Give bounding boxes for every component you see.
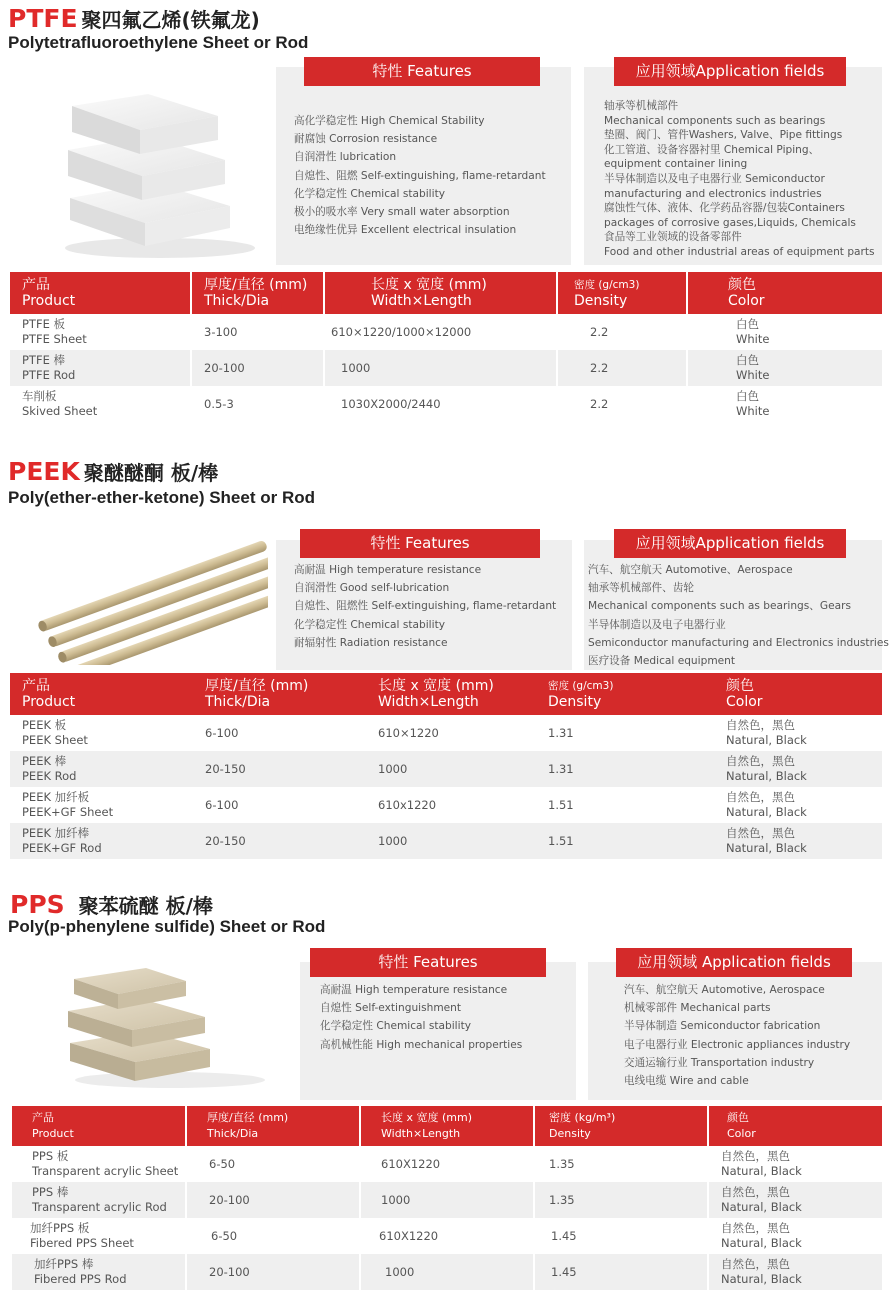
table-row: PEEK 加纤棒 PEEK+GF Rod 20-150 1000 1.51 自然色，黑色 Natural, Black	[10, 823, 882, 859]
pps-features-header: 特性 Features	[310, 948, 546, 977]
feature-item: 耐腐蚀 Corrosion resistance	[294, 133, 438, 146]
feature-item: 化学稳定性 Chemical stability	[320, 1020, 471, 1033]
peek-code: PEEK	[8, 457, 80, 486]
application-item: equipment container lining	[604, 158, 748, 171]
feature-item: 化学稳定性 Chemical stability	[294, 187, 445, 200]
feature-item: 自熄性、阻燃 Self-extinguishing, flame-retardant	[294, 169, 546, 182]
feature-item: 化学稳定性 Chemical stability	[294, 618, 445, 631]
feature-item: 自熄性 Self-extinguishment	[320, 1002, 462, 1015]
peek-features-list	[294, 561, 556, 652]
ptfe-applications-list	[604, 99, 875, 260]
ptfe-name-cn: 聚四氟乙烯(铁氟龙)	[81, 8, 260, 32]
column-header: 厚度/直径 (mm) Thick/Dia	[191, 673, 365, 715]
application-item: packages of corrosive gases,Liquids, Chemicals	[604, 216, 856, 229]
pps-spec-table	[12, 1106, 882, 1290]
column-header: 密度 (g/cm3) Density	[533, 673, 713, 715]
application-item: 电线电缆 Wire and cable	[624, 1074, 749, 1087]
ptfe-features-panel	[276, 62, 571, 265]
pps-name-cn: 聚苯硫醚 板/棒	[78, 894, 213, 918]
table-row: PPS 板 Transparent acrylic Sheet 6-50 610X1220 1.35 自然色，黑色 Natural, Black	[12, 1146, 882, 1182]
feature-item: 自润滑性 Good self-lubrication	[294, 582, 450, 595]
pps-title	[8, 890, 213, 919]
feature-item: 自润滑性 lubrication	[294, 151, 397, 164]
column-header: 颜色 Color	[713, 673, 882, 715]
pps-applications-panel	[588, 953, 882, 1100]
feature-item: 高机械性能 High mechanical properties	[320, 1038, 523, 1051]
peek-applications-panel	[584, 534, 889, 670]
feature-item: 极小的吸水率 Very small water absorption	[294, 205, 510, 218]
application-item: 腐蚀性气体、液体、化学药品容器/包装Containers	[604, 202, 845, 215]
column-header: 长度 x 宽度 (mm) Width×Length	[360, 1106, 534, 1146]
application-item: 垫圈、阀门、管件Washers, Valve、Pipe fittings	[604, 129, 843, 142]
column-header: 长度 x 宽度 (mm) Width×Length	[365, 673, 533, 715]
application-item: 汽车、航空航天 Automotive, Aerospace	[624, 984, 825, 996]
peek-name-cn: 聚醚醚酮 板/棒	[83, 461, 219, 485]
table-row: PEEK 加纤板 PEEK+GF Sheet 6-100 610x1220 1.51 自然色，黑色 Natural, Black	[10, 787, 882, 823]
ptfe-subtitle: Polytetrafluoroethylene Sheet or Rod	[8, 33, 309, 52]
pps-features-panel	[300, 953, 576, 1100]
application-item: manufacturing and electronics industries	[604, 187, 822, 200]
feature-item: 耐辐射性 Radiation resistance	[294, 636, 448, 649]
pps-applications-header: 应用领域 Application fields	[616, 948, 852, 977]
application-item: Mechanical components such as bearings、Gears	[588, 600, 851, 613]
ptfe-features-list	[294, 112, 546, 239]
table-row: 加纤PPS 板 Fibered PPS Sheet 6-50 610X1220 1.45 自然色，黑色 Natural, Black	[12, 1218, 882, 1254]
pps-features-list	[320, 981, 522, 1054]
pps-code: PPS	[10, 890, 65, 919]
application-item: Food and other industrial areas of equipment parts	[604, 245, 875, 258]
application-item: Mechanical components such as bearings	[604, 114, 826, 127]
feature-item: 高耐温 High temperature resistance	[294, 564, 482, 576]
table-row: 车削板 Skived Sheet 0.5-3 1030X2000/2440 2.2 白色 White	[10, 386, 882, 422]
peek-features-header: 特性 Features	[300, 529, 540, 558]
column-header: 产品 Product	[12, 1106, 186, 1146]
table-header-row	[10, 272, 882, 314]
pps-applications-list	[624, 981, 850, 1090]
feature-item: 自熄性、阻燃性 Self-extinguishing, flame-retardant	[294, 600, 557, 613]
application-item: 化工管道、设备容器衬里 Chemical Piping、	[604, 143, 820, 156]
feature-item: 高耐温 High temperature resistance	[320, 984, 508, 996]
ptfe-sheet-image	[40, 88, 270, 263]
table-row: PTFE 板 PTFE Sheet 3-100 610×1220/1000×12000 2.2 白色 White	[10, 314, 882, 350]
peek-subtitle: Poly(ether-ether-ketone) Sheet or Rod	[8, 488, 315, 507]
application-item: 半导体制造以及电子电器行业	[588, 618, 726, 631]
ptfe-features-header: 特性 Features	[304, 57, 540, 86]
ptfe-applications-header: 应用领域Application fields	[614, 57, 846, 86]
application-item: 交通运输行业 Transportation industry	[624, 1056, 815, 1069]
application-item: 轴承等机械部件	[604, 100, 679, 112]
peek-spec-table	[10, 673, 882, 859]
table-header-row	[10, 673, 882, 715]
application-item: 轴承等机械部件、齿轮	[588, 582, 694, 595]
peek-applications-header: 应用领域Application fields	[614, 529, 846, 558]
table-row: PTFE 棒 PTFE Rod 20-100 1000 2.2 白色 White	[10, 350, 882, 386]
pps-sheet-image	[60, 965, 270, 1090]
table-header-row	[12, 1106, 882, 1146]
peek-rod-image	[28, 535, 268, 665]
pps-subtitle: Poly(p-phenylene sulfide) Sheet or Rod	[8, 917, 326, 936]
table-row: PEEK 棒 PEEK Rod 20-150 1000 1.31 自然色，黑色 Natural, Black	[10, 751, 882, 787]
column-header: 颜色 Color	[687, 272, 882, 314]
column-header: 密度 (kg/m³) Density	[534, 1106, 708, 1146]
column-header: 产品 Product	[10, 272, 191, 314]
peek-applications-list	[588, 561, 889, 670]
feature-item: 高化学稳定性 High Chemical Stability	[294, 115, 485, 127]
application-item: 电子电器行业 Electronic appliances industry	[624, 1038, 851, 1051]
column-header: 长度 x 宽度 (mm) Width×Length	[324, 272, 557, 314]
peek-title	[8, 457, 218, 486]
application-item: 汽车、航空航天 Automotive、Aerospace	[588, 564, 793, 576]
column-header: 颜色 Color	[708, 1106, 882, 1146]
peek-features-panel	[276, 534, 572, 670]
column-header: 密度 (g/cm3) Density	[557, 272, 687, 314]
application-item: 半导体制造以及电子电器行业 Semiconductor	[604, 172, 825, 185]
table-row: PEEK 板 PEEK Sheet 6-100 610×1220 1.31 自然色，黑色 Natural, Black	[10, 715, 882, 751]
application-item: 机械零部件 Mechanical parts	[624, 1002, 771, 1015]
application-item: 医疗设备 Medical equipment	[588, 654, 736, 667]
application-item: 半导体制造 Semiconductor fabrication	[624, 1020, 821, 1033]
table-row: PPS 棒 Transparent acrylic Rod 20-100 1000 1.35 自然色，黑色 Natural, Black	[12, 1182, 882, 1218]
ptfe-applications-panel	[584, 62, 882, 265]
column-header: 厚度/直径 (mm) Thick/Dia	[191, 272, 324, 314]
ptfe-spec-table	[10, 272, 882, 422]
table-row: 加纤PPS 棒 Fibered PPS Rod 20-100 1000 1.45 自然色，黑色 Natural, Black	[12, 1254, 882, 1290]
column-header: 产品 Product	[10, 673, 191, 715]
application-item: Semiconductor manufacturing and Electronics industries	[588, 636, 889, 649]
ptfe-title	[8, 4, 260, 33]
ptfe-code: PTFE	[8, 4, 78, 33]
feature-item: 电绝缘性优异 Excellent electrical insulation	[294, 224, 517, 237]
column-header: 厚度/直径 (mm) Thick/Dia	[186, 1106, 360, 1146]
application-item: 食品等工业领域的设备零部件	[604, 231, 742, 244]
